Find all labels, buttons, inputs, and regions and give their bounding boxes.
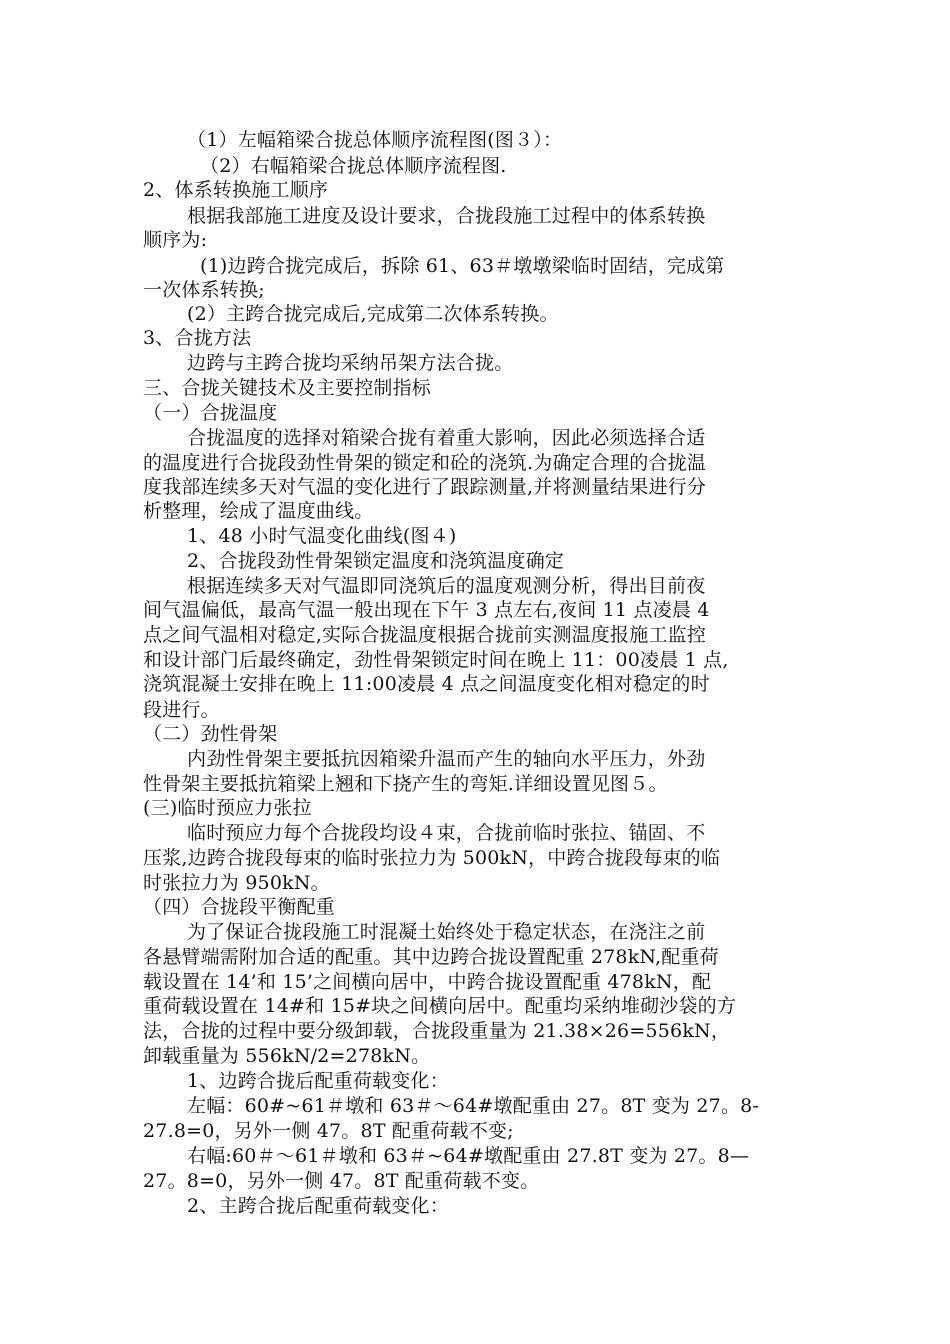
- paragraph-line: 根据我部施工进度及设计要求，合拢段施工过程中的体系转换: [187, 205, 706, 227]
- paragraph-line: 27。8=0，另外一侧 47。8T 配重荷载不变。: [143, 1170, 540, 1192]
- chapter-heading: 三、合拢关键技术及主要控制指标: [143, 377, 432, 399]
- paragraph-line: 左幅：60#~61＃墩和 63＃～64#墩配重由 27。8T 变为 27。8-: [187, 1095, 760, 1117]
- subsection-heading: 2、主跨合拢后配重荷载变化：: [187, 1195, 449, 1217]
- paragraph-line: 析整理，绘成了温度曲线。: [143, 500, 374, 522]
- paragraph-line: 载设置在 14’和 15’之间横向居中，中跨合拢设置配重 478kN，配: [143, 971, 712, 993]
- text-line: （1）左幅箱梁合拢总体顺序流程图(图３）：: [187, 129, 563, 151]
- paragraph-line: 性骨架主要抵抗箱梁上翘和下挠产生的弯矩.详细设置见图５。: [143, 773, 668, 795]
- section-heading: （二）劲性骨架: [143, 723, 278, 745]
- section-heading: （四）合拢段平衡配重: [143, 896, 336, 918]
- paragraph-line: 各悬臂端需附加合适的配重。其中边跨合拢设置配重 278kN,配重荷: [143, 946, 719, 968]
- paragraph-line: 重荷载设置在 14#和 15#块之间横向居中。配重均采纳堆砌沙袋的方: [143, 995, 737, 1017]
- paragraph-line: 右幅:60＃～61＃墩和 63＃~64#墩配重由 27.8T 变为 27。8—: [187, 1145, 750, 1167]
- paragraph-line: 和设计部门后最终确定，劲性骨架锁定时间在晚上 11：00凌晨 1 点,: [143, 649, 729, 671]
- paragraph-line: 合拢温度的选择对箱梁合拢有着重大影响，因此必须选择合适: [187, 427, 706, 449]
- paragraph-line: (2）主跨合拢完成后,完成第二次体系转换。: [187, 303, 559, 325]
- paragraph-line: 顺序为:: [143, 229, 208, 251]
- paragraph-line: 度我部连续多天对气温的变化进行了跟踪测量,并将测量结果进行分: [143, 476, 707, 498]
- paragraph-line: 段进行。: [143, 699, 220, 721]
- paragraph-line: 为了保证合拢段施工时混凝土始终处于稳定状态，在浇注之前: [187, 921, 706, 943]
- paragraph-line: 27.8=0，另外一侧 47。8T 配重荷载不变;: [143, 1120, 514, 1142]
- paragraph-line: 内劲性骨架主要抵抗因箱梁升温而产生的轴向水平压力，外劲: [187, 748, 706, 770]
- subsection-heading: 1、边跨合拢后配重荷载变化：: [187, 1070, 449, 1092]
- section-heading: 2、体系转换施工顺序: [143, 179, 329, 201]
- section-heading: （一）合拢温度: [143, 402, 278, 424]
- section-heading: 3、合拢方法: [143, 327, 252, 349]
- paragraph-line: 边跨与主跨合拢均采纳吊架方法合拢。: [187, 352, 514, 374]
- paragraph-line: 一次体系转换;: [143, 279, 265, 301]
- paragraph-line: 时张拉力为 950kN。: [143, 872, 330, 894]
- paragraph-line: 点之间气温相对稳定,实际合拢温度根据合拢前实测温度报施工监控: [143, 624, 707, 646]
- subsection-heading: 1、48 小时气温变化曲线(图４): [187, 525, 457, 547]
- subsection-heading: 2、合拢段劲性骨架锁定温度和浇筑温度确定: [187, 550, 565, 572]
- paragraph-line: 法，合拢的过程中要分级卸载，合拢段重量为 21.38×26=556kN，: [143, 1020, 731, 1042]
- paragraph-line: 压浆,边跨合拢段每束的临时张拉力为 500kN，中跨合拢段每束的临: [143, 847, 721, 869]
- paragraph-line: 根据连续多天对气温即同浇筑后的温度观测分析，得出目前夜: [187, 575, 706, 597]
- paragraph-line: 的温度进行合拢段劲性骨架的锁定和砼的浇筑.为确定合理的合拢温: [143, 452, 707, 474]
- paragraph-line: 浇筑混凝土安排在晚上 11:00凌晨 4 点之间温度变化相对稳定的时: [143, 673, 710, 695]
- text-line: （2）右幅箱梁合拢总体顺序流程图.: [200, 155, 507, 177]
- paragraph-line: (1)边跨合拢完成后，拆除 61、63＃墩墩梁临时固结，完成第: [200, 255, 725, 277]
- section-heading: (三)临时预应力张拉: [143, 797, 312, 819]
- paragraph-line: 卸载重量为 556kN/2=278kN。: [143, 1045, 431, 1067]
- paragraph-line: 间气温偏低，最高气温一般出现在下午 3 点左右,夜间 11 点凌晨 4: [143, 599, 710, 621]
- paragraph-line: 临时预应力每个合拢段均设４束，合拢前临时张拉、锚固、不: [187, 822, 706, 844]
